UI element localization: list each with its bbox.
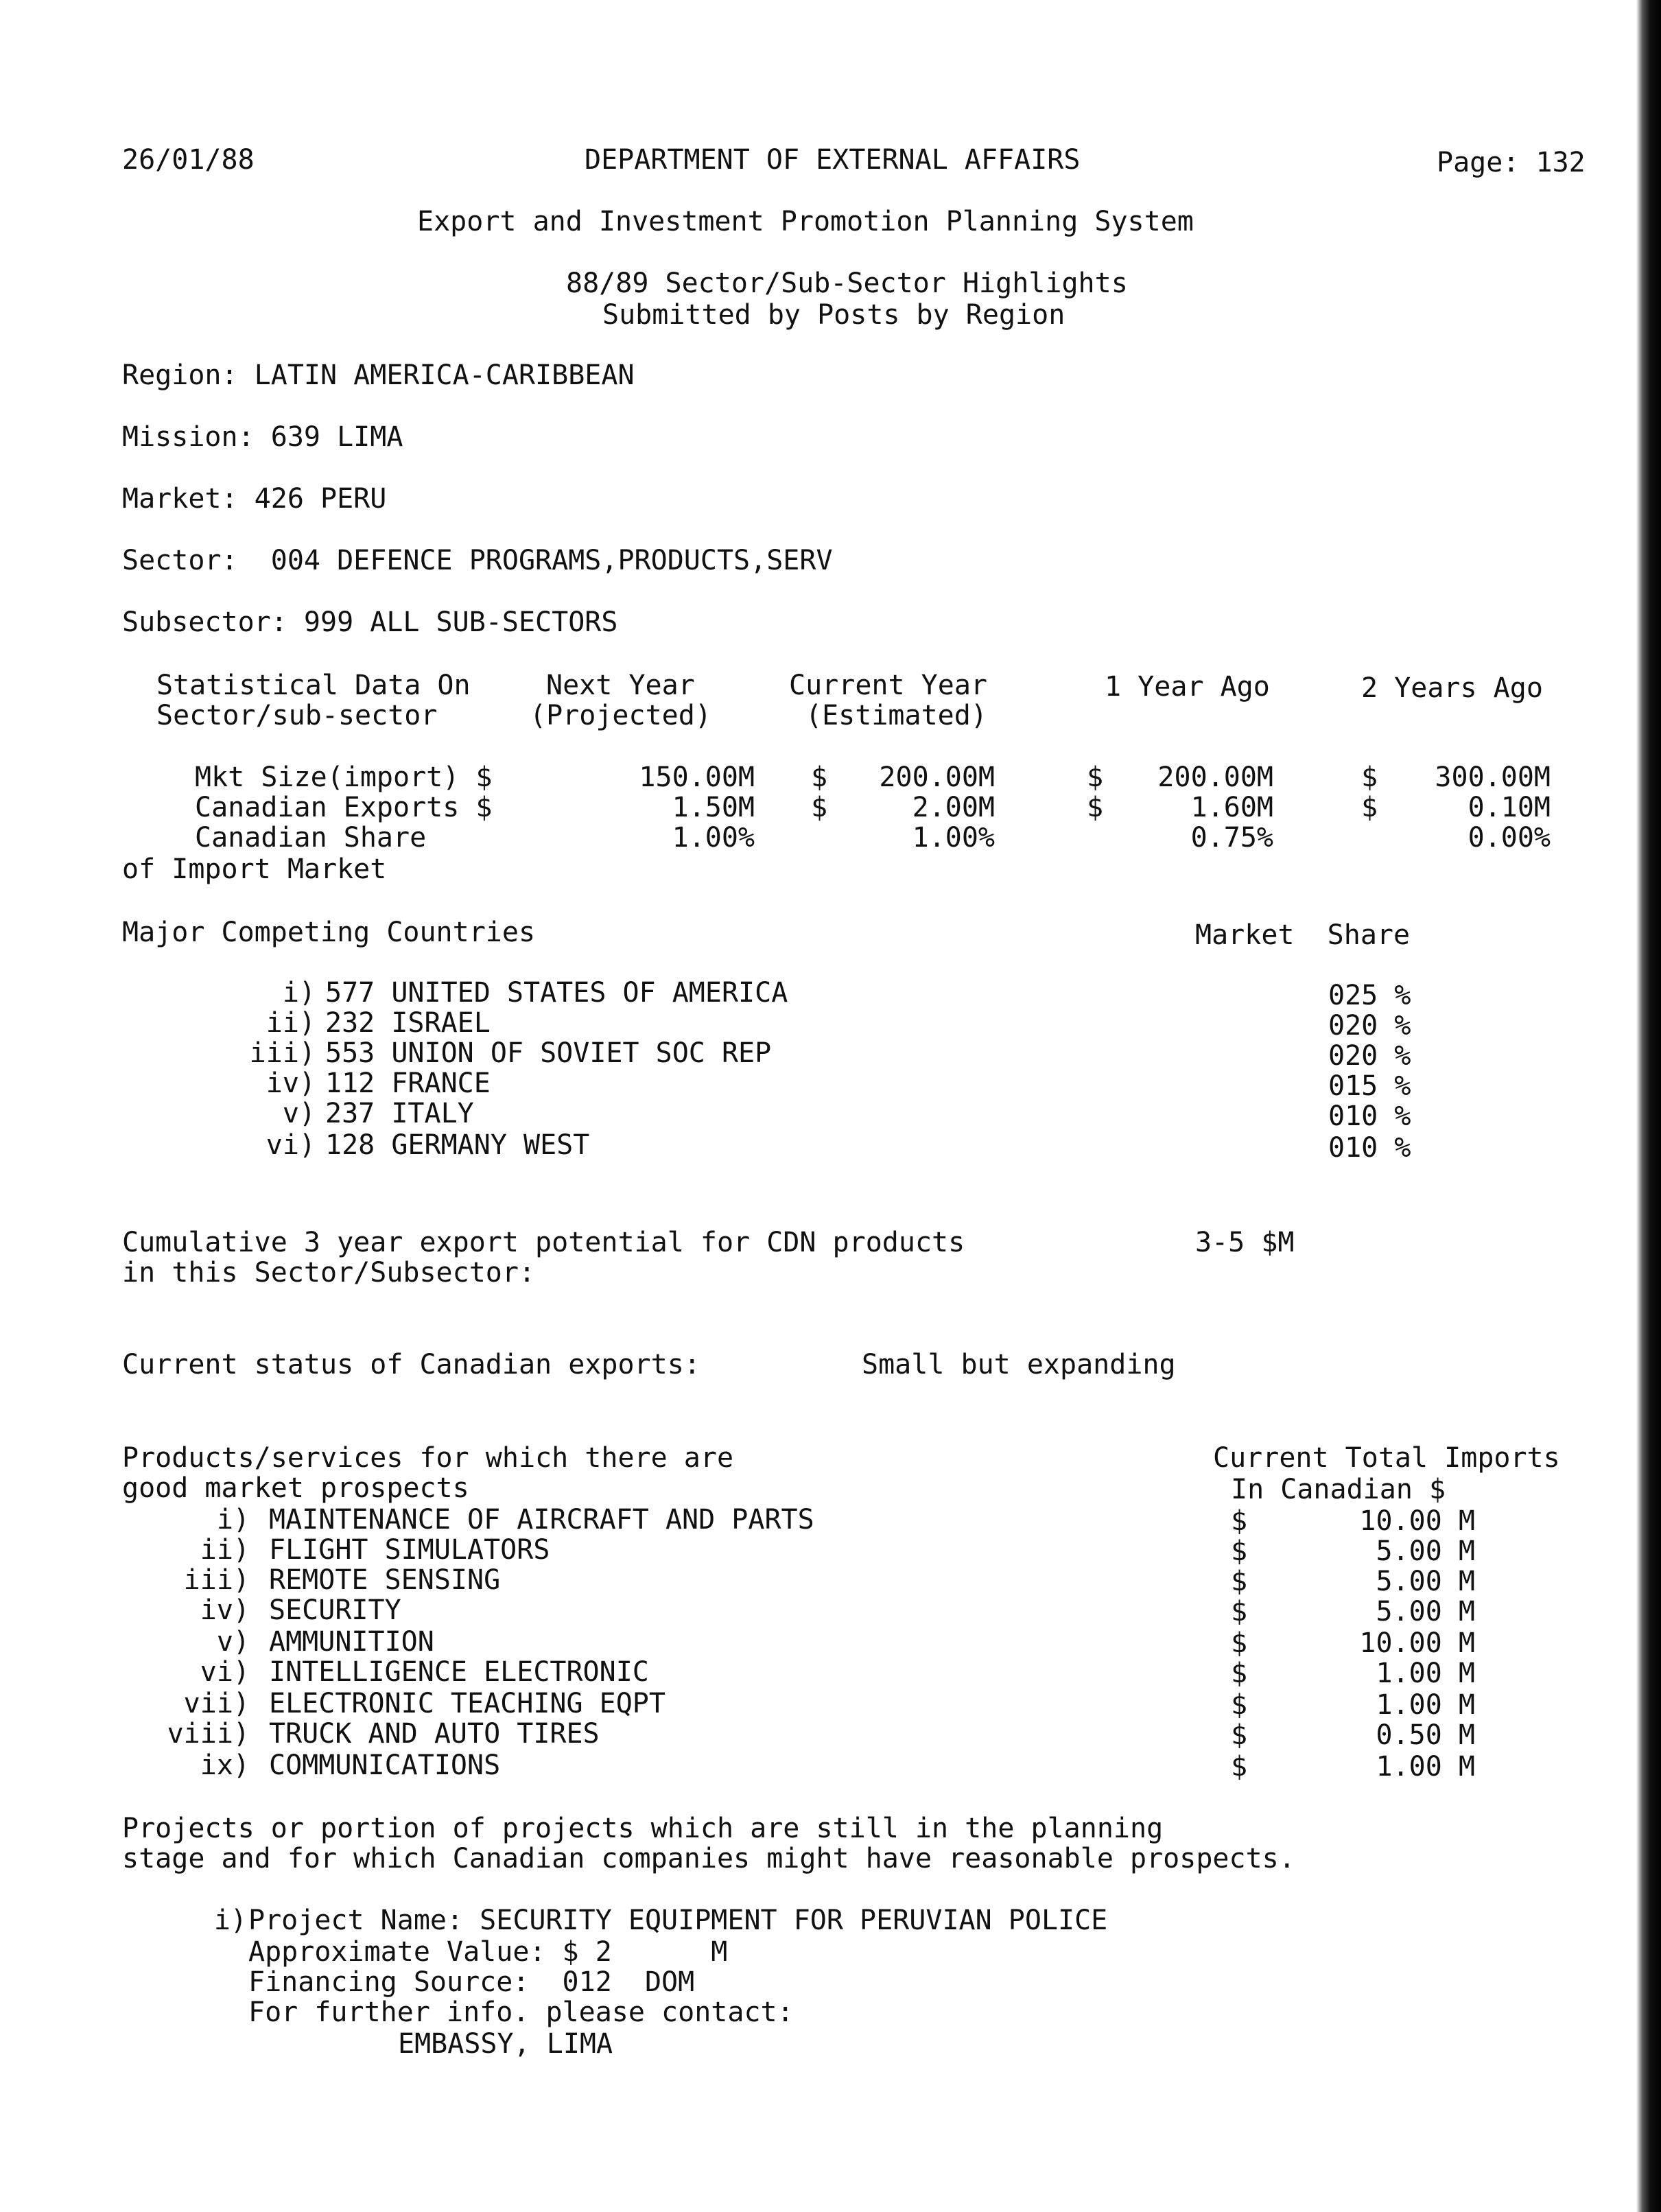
stats-header-current-year: Current Year xyxy=(789,670,987,701)
stats-header-projected: (Projected) xyxy=(530,700,711,731)
import-value: 5.00 M xyxy=(1376,1536,1475,1567)
import-value: 5.00 M xyxy=(1376,1596,1475,1627)
item-number: iii) xyxy=(183,1564,250,1596)
sector-field: Sector: 004 DEFENCE PROGRAMS,PRODUCTS,SERV xyxy=(122,545,833,576)
currency-sign: $ xyxy=(1231,1719,1248,1751)
product-name: COMMUNICATIONS xyxy=(269,1750,501,1781)
country-name: 232 ISRAEL xyxy=(325,1007,491,1039)
currency-sign: $ xyxy=(1231,1505,1248,1537)
product-name: FLIGHT SIMULATORS xyxy=(269,1534,550,1566)
import-value: 10.00 M xyxy=(1359,1505,1475,1537)
currency-sign: $ xyxy=(1231,1627,1248,1659)
project-financing: Financing Source: 012 DOM xyxy=(248,1966,695,1998)
product-name: AMMUNITION xyxy=(269,1626,434,1658)
import-value: 1.00 M xyxy=(1376,1689,1475,1721)
stats-header-2-years-ago: 2 Years Ago xyxy=(1361,672,1543,704)
products-heading-2: good market prospects xyxy=(122,1472,469,1504)
next-year-value: 1.50M xyxy=(672,792,755,823)
row-label: Canadian Share xyxy=(195,822,427,854)
country-share: 020 % xyxy=(1328,1040,1411,1072)
country-share: 010 % xyxy=(1328,1101,1411,1132)
item-number: vi) xyxy=(266,1129,316,1161)
region-field: Region: LATIN AMERICA-CARIBBEAN xyxy=(122,360,635,391)
item-number: ii) xyxy=(200,1534,250,1566)
project-name: Project Name: SECURITY EQUIPMENT FOR PERUVIAN POLICE xyxy=(248,1905,1108,1936)
competitors-heading: Major Competing Countries xyxy=(122,917,536,948)
item-number: ix) xyxy=(200,1750,250,1781)
next-year-value: 150.00M xyxy=(639,762,755,793)
stats-header-estimated: (Estimated) xyxy=(805,700,987,731)
item-number: i) xyxy=(216,1504,250,1536)
row-label: Mkt Size(import) $ xyxy=(195,762,493,793)
row-label: Canadian Exports $ xyxy=(195,792,493,823)
two-years-ago-value: 0.00% xyxy=(1468,822,1551,854)
currency-sign: $ xyxy=(1087,762,1104,793)
country-share: 010 % xyxy=(1328,1132,1411,1164)
currency-sign: $ xyxy=(1231,1751,1248,1782)
currency-sign: $ xyxy=(1231,1596,1248,1627)
stats-footer: of Import Market xyxy=(122,854,387,885)
currency-sign: $ xyxy=(1231,1658,1248,1689)
currency-sign: $ xyxy=(811,762,828,793)
contact-label: For further info. please contact: xyxy=(248,1997,794,2028)
potential-label-2: in this Sector/Subsector: xyxy=(122,1257,536,1289)
project-value: Approximate Value: $ 2 M xyxy=(248,1936,728,1968)
item-number: ii) xyxy=(266,1007,316,1039)
currency-sign: $ xyxy=(811,792,828,823)
report-title: 88/89 Sector/Sub-Sector Highlights xyxy=(566,268,1128,299)
product-name: INTELLIGENCE ELECTRONIC xyxy=(269,1656,649,1688)
item-number: iv) xyxy=(200,1595,250,1626)
current-year-value: 2.00M xyxy=(912,792,995,823)
department-title: DEPARTMENT OF EXTERNAL AFFAIRS xyxy=(585,144,1081,176)
stats-header-label-2: Sector/sub-sector xyxy=(156,700,438,731)
product-name: MAINTENANCE OF AIRCRAFT AND PARTS xyxy=(269,1504,814,1536)
report-date: 26/01/88 xyxy=(122,144,255,176)
currency-sign: $ xyxy=(1231,1689,1248,1721)
currency-sign: $ xyxy=(1361,792,1378,823)
import-value: 0.50 M xyxy=(1376,1719,1475,1751)
mission-field: Mission: 639 LIMA xyxy=(122,421,403,453)
country-name: 577 UNITED STATES OF AMERICA xyxy=(325,977,788,1009)
currency-sign: $ xyxy=(1361,762,1378,793)
current-year-value: 1.00% xyxy=(912,822,995,854)
report-subtitle: Submitted by Posts by Region xyxy=(602,299,1065,331)
market-field: Market: 426 PERU xyxy=(122,483,387,515)
item-number: vii) xyxy=(183,1688,250,1719)
page-number: Page: 132 xyxy=(1437,147,1586,178)
country-name: 237 ITALY xyxy=(325,1098,474,1129)
imports-heading: Current Total Imports xyxy=(1213,1442,1560,1474)
system-title: Export and Investment Promotion Planning System xyxy=(417,206,1194,237)
imports-subheading: In Canadian $ xyxy=(1231,1474,1446,1505)
country-share: 025 % xyxy=(1328,980,1411,1011)
market-share-heading: Market Share xyxy=(1195,919,1411,951)
one-year-ago-value: 1.60M xyxy=(1190,792,1273,823)
two-years-ago-value: 0.10M xyxy=(1468,792,1551,823)
country-name: 112 FRANCE xyxy=(325,1068,491,1099)
item-number: v) xyxy=(282,1098,316,1129)
product-name: ELECTRONIC TEACHING EQPT xyxy=(269,1688,665,1719)
product-name: REMOTE SENSING xyxy=(269,1564,501,1596)
products-heading: Products/services for which there are xyxy=(122,1442,734,1474)
two-years-ago-value: 300.00M xyxy=(1435,762,1551,793)
contact-name: EMBASSY, LIMA xyxy=(398,2028,613,2060)
projects-intro-2: stage and for which Canadian companies might have reasonable prospects. xyxy=(122,1843,1295,1874)
country-share: 020 % xyxy=(1328,1010,1411,1042)
country-name: 553 UNION OF SOVIET SOC REP xyxy=(325,1037,772,1069)
country-share: 015 % xyxy=(1328,1070,1411,1102)
potential-value: 3-5 $M xyxy=(1195,1227,1295,1258)
currency-sign: $ xyxy=(1087,792,1104,823)
potential-label: Cumulative 3 year export potential for CDN products xyxy=(122,1227,965,1258)
item-number: viii) xyxy=(167,1718,250,1750)
item-number: i) xyxy=(282,977,316,1009)
item-number: iii) xyxy=(249,1037,316,1069)
project-number: i) xyxy=(213,1905,247,1936)
item-number: v) xyxy=(216,1626,250,1658)
import-value: 10.00 M xyxy=(1359,1627,1475,1659)
item-number: vi) xyxy=(200,1656,250,1688)
one-year-ago-value: 200.00M xyxy=(1157,762,1273,793)
import-value: 1.00 M xyxy=(1376,1658,1475,1689)
product-name: TRUCK AND AUTO TIRES xyxy=(269,1718,600,1750)
import-value: 1.00 M xyxy=(1376,1751,1475,1782)
next-year-value: 1.00% xyxy=(672,822,755,854)
status-label: Current status of Canadian exports: xyxy=(122,1349,700,1380)
current-year-value: 200.00M xyxy=(879,762,995,793)
stats-header-next-year: Next Year xyxy=(546,670,695,701)
stats-header-label: Statistical Data On xyxy=(156,670,471,701)
status-value: Small but expanding xyxy=(862,1349,1176,1380)
country-name: 128 GERMANY WEST xyxy=(325,1129,590,1161)
subsector-field: Subsector: 999 ALL SUB-SECTORS xyxy=(122,607,618,638)
one-year-ago-value: 0.75% xyxy=(1190,822,1273,854)
import-value: 5.00 M xyxy=(1376,1566,1475,1597)
currency-sign: $ xyxy=(1231,1566,1248,1597)
scan-edge-border xyxy=(1636,0,1661,2212)
item-number: iv) xyxy=(266,1068,316,1099)
product-name: SECURITY xyxy=(269,1595,401,1626)
projects-intro: Projects or portion of projects which are still in the planning xyxy=(122,1813,1164,1844)
stats-header-1-year-ago: 1 Year Ago xyxy=(1105,671,1270,703)
currency-sign: $ xyxy=(1231,1536,1248,1567)
